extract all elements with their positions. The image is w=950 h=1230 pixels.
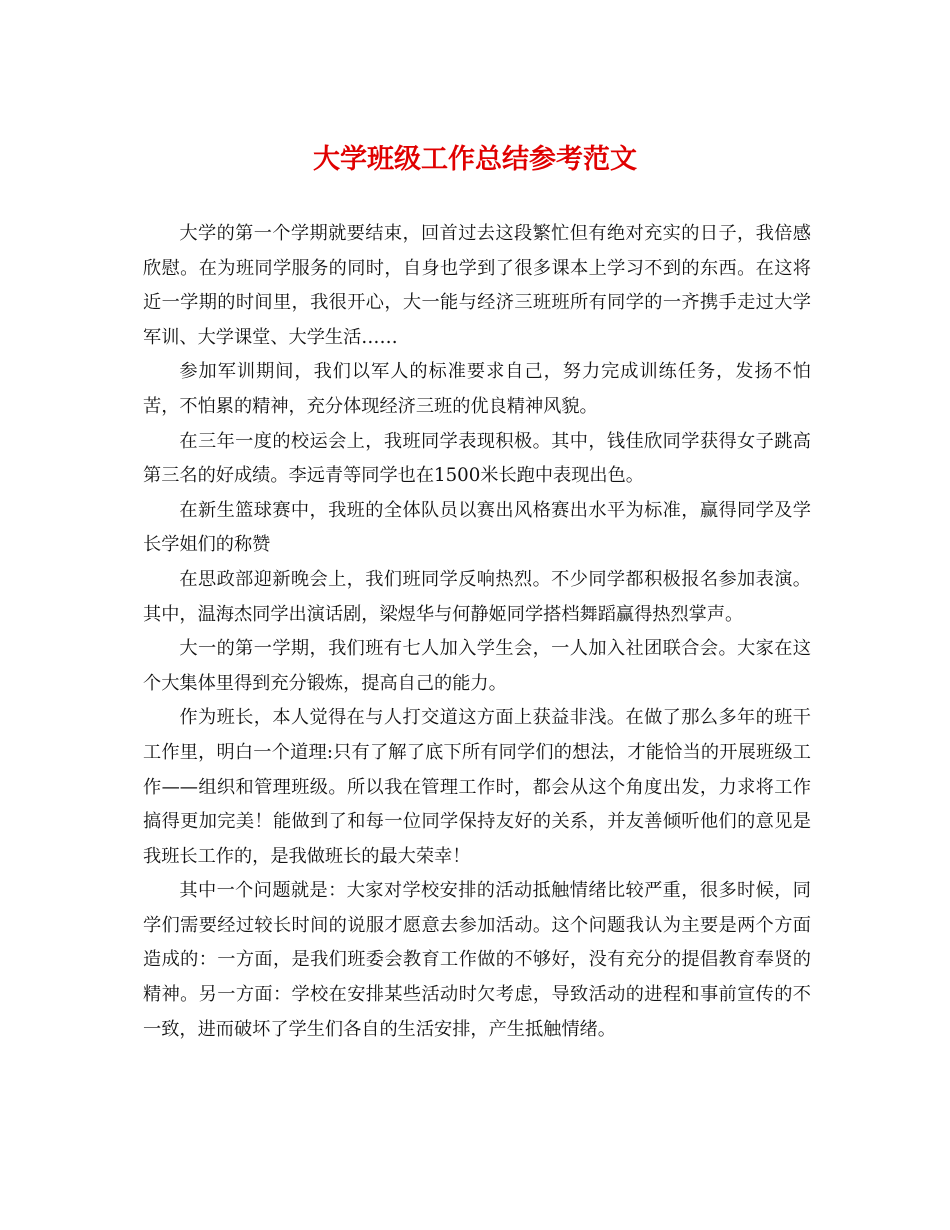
paragraph: 参加军训期间，我们以军人的标准要求自己，努力完成训练任务，发扬不怕苦，不怕累的精神，充分体现经济三班的优良精神风貌。 (143, 361, 811, 417)
paragraph: 在新生篮球赛中，我班的全体队员以赛出风格赛出水平为标准，赢得同学及学长学姐们的称赞 (143, 499, 811, 556)
paragraph: 其中一个问题就是：大家对学校安排的活动抵触情绪比较严重，很多时候，同学们需要经过较长时间的说服才愿意去参加活动。这个问题我认为主要是两个方面造成的：一方面，是我们班委会教育工作做的不够好，没有充分的提倡教育奉贤的精神。另一方面：学校在安排某些活动时欠考虑，导致活动的进程和事前宣传的不一致，进而破坏了学生们各自的生活安排，产生抵触情绪。 (143, 880, 811, 1040)
paragraph: 在思政部迎新晚会上，我们班同学反响热烈。不少同学都积极报名参加表演。其中，温海杰同学出演话剧，梁煜华与何静姬同学搭档舞蹈赢得热烈掌声。 (143, 568, 811, 625)
paragraph: 在三年一度的校运会上，我班同学表现积极。其中，钱佳欣同学获得女子跳高第三名的好成绩。李远青等同学也在1500米长跑中表现出色。 (143, 430, 811, 487)
paragraph: 大一的第一学期，我们班有七人加入学生会，一人加入社团联合会。大家在这个大集体里得到充分锻炼，提高自己的能力。 (143, 638, 811, 694)
document-body (143, 217, 811, 1047)
paragraph: 大学的第一个学期就要结束，回首过去这段繁忙但有绝对充实的日子，我倍感欣慰。在为班同学服务的同时，自身也学到了很多课本上学习不到的东西。在这将近一学期的时间里，我很开心，大一能与经济三班班所有同学的一齐携手走过大学军训、大学课堂、大学生活…… (143, 223, 811, 348)
document-title: 大学班级工作总结参考范文 (313, 144, 637, 175)
paragraph: 作为班长，本人觉得在与人打交道这方面上获益非浅。在做了那么多年的班干工作里，明白一个道理:只有了解了底下所有同学们的想法，才能恰当的开展班级工作——组织和管理班级。所以我在管理工作时，都会从这个角度出发，力求将工作搞得更加完美！能做到了和每一位同学保持友好的关系，并友善倾听他们的意见是我班长工作的，是我做班长的最大荣幸！ (143, 707, 811, 867)
